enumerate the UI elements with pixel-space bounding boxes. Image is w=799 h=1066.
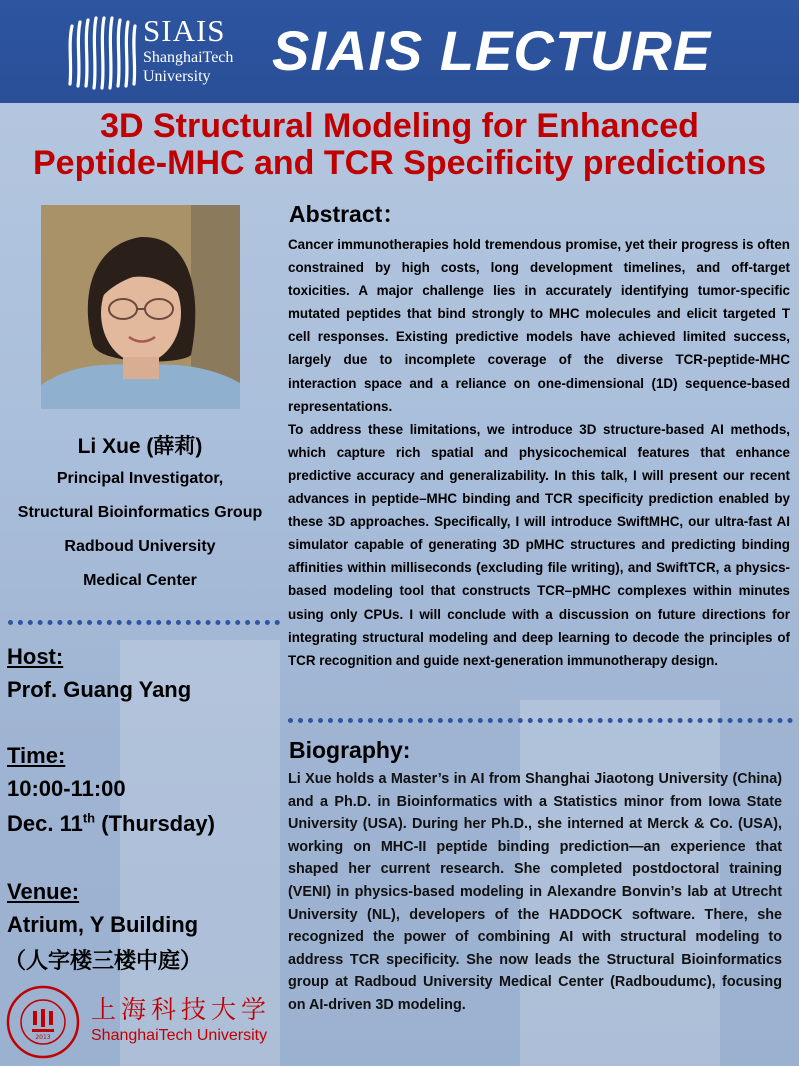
brand-line2: University: [143, 68, 211, 85]
siais-logo-icon: [66, 14, 138, 92]
abstract-body: [288, 233, 790, 672]
seal-year: 2013: [35, 1034, 51, 1041]
time-date: [7, 807, 215, 841]
speaker-position: Principal Investigator,: [56, 470, 224, 487]
speaker-group: Structural Bioinformatics Group: [17, 504, 263, 521]
speaker-institution-line2: Medical Center: [83, 572, 197, 589]
shanghaitech-seal-icon: [6, 985, 80, 1059]
venue-line2: （人字楼三楼中庭）: [4, 948, 203, 973]
biography-body: Li Xue holds a Master’s in AI from Shanghai Jiaotong University (China) and a Ph.D. in Bioinformatics with a Statistics minor from Iowa State University (USA). During her Ph.D., she interned at Merck & Co. (USA), working on MHC-II peptide binding prediction—an experience that shaped her current research. She completed postdoctoral training (VENI) in physics-based modeling in Alexandre Bonvin’s lab at Utrecht University (NL), developers of the HADDOCK software. There, she recognized the power of combining AI with structural modeling to address TCR specificity. She now leads the Structural Bioinformatics group at Radboud University Medical Center (Radboudumc), focusing on AI-driven 3D modeling.: [288, 771, 782, 1013]
right-divider: [288, 718, 793, 723]
talk-title: [0, 108, 799, 182]
talk-title-line2: Peptide-MHC and TCR Specificity predictions: [33, 144, 766, 182]
siais-brand: [143, 14, 233, 86]
time-hours: 10:00-11:00: [7, 776, 126, 801]
speaker-name: Li Xue (薛莉): [77, 435, 203, 458]
university-name-cn: 上海科技大学: [91, 995, 272, 1024]
talk-title-line1: 3D Structural Modeling for Enhanced: [100, 107, 699, 145]
brand-short: SIAIS: [143, 13, 226, 48]
header-banner: [0, 0, 799, 103]
speaker-portrait-image: [41, 205, 240, 409]
abstract-paragraph-1: Cancer immunotherapies hold tremendous promise, yet their progress is often constrained by high costs, long development timelines, and off-target toxicities. A major challenge lies in accurately identifying tumor-specific mutated peptides that bind strongly to MHC molecules and elicit targeted T cell responses. Existing predictive models have achieved limited success, largely due to incomplete coverage of the diverse TCR-peptide-MHC interaction space and a reliance on one-dimensional (1D) sequence-based representations.: [288, 237, 790, 414]
left-divider: [8, 620, 280, 625]
speaker-photo: [41, 205, 240, 409]
abstract-paragraph-2: To address these limitations, we introduce 3D structure-based AI methods, which capture rich spatial and physicochemical features that enhance predictive accuracy and generalizability. In this talk, I will present our recent advances in peptide–MHC binding and TCR specificity prediction enabled by these 3D approaches. Specifically, I will introduce SwiftMHC, our ultra-fast AI simulator capable of generating 3D pMHC structures and predicting binding affinities within milliseconds (excluding file writing), and SwiftTCR, a physics-based modeling tool that constructs TCR–pMHC complexes within minutes using only CPUs. I will conclude with a discussion on future directions for integrating structural modeling and deep learning to decode the principles of TCR recognition and guide next-generation immunotherapy design.: [288, 421, 790, 668]
time-date-prefix: Dec. 11: [7, 811, 83, 836]
time-date-sup: th: [82, 810, 96, 826]
biography-heading: Biography:: [289, 737, 411, 763]
brand-line1: ShanghaiTech: [143, 49, 234, 66]
time-label: Time:: [7, 743, 66, 768]
host-label: Host:: [7, 644, 64, 669]
abstract-heading: Abstract：: [289, 201, 406, 227]
venue-line1: Atrium, Y Building: [7, 912, 199, 937]
speaker-info: [0, 432, 280, 598]
speaker-institution-line1: Radboud University: [64, 538, 216, 555]
time-date-suffix: (Thursday): [95, 811, 215, 836]
venue-label: Venue:: [7, 879, 80, 904]
host-name: Prof. Guang Yang: [7, 677, 192, 702]
lecture-title: SIAIS LECTURE: [272, 19, 712, 82]
university-name-en: ShanghaiTech University: [91, 1027, 268, 1044]
